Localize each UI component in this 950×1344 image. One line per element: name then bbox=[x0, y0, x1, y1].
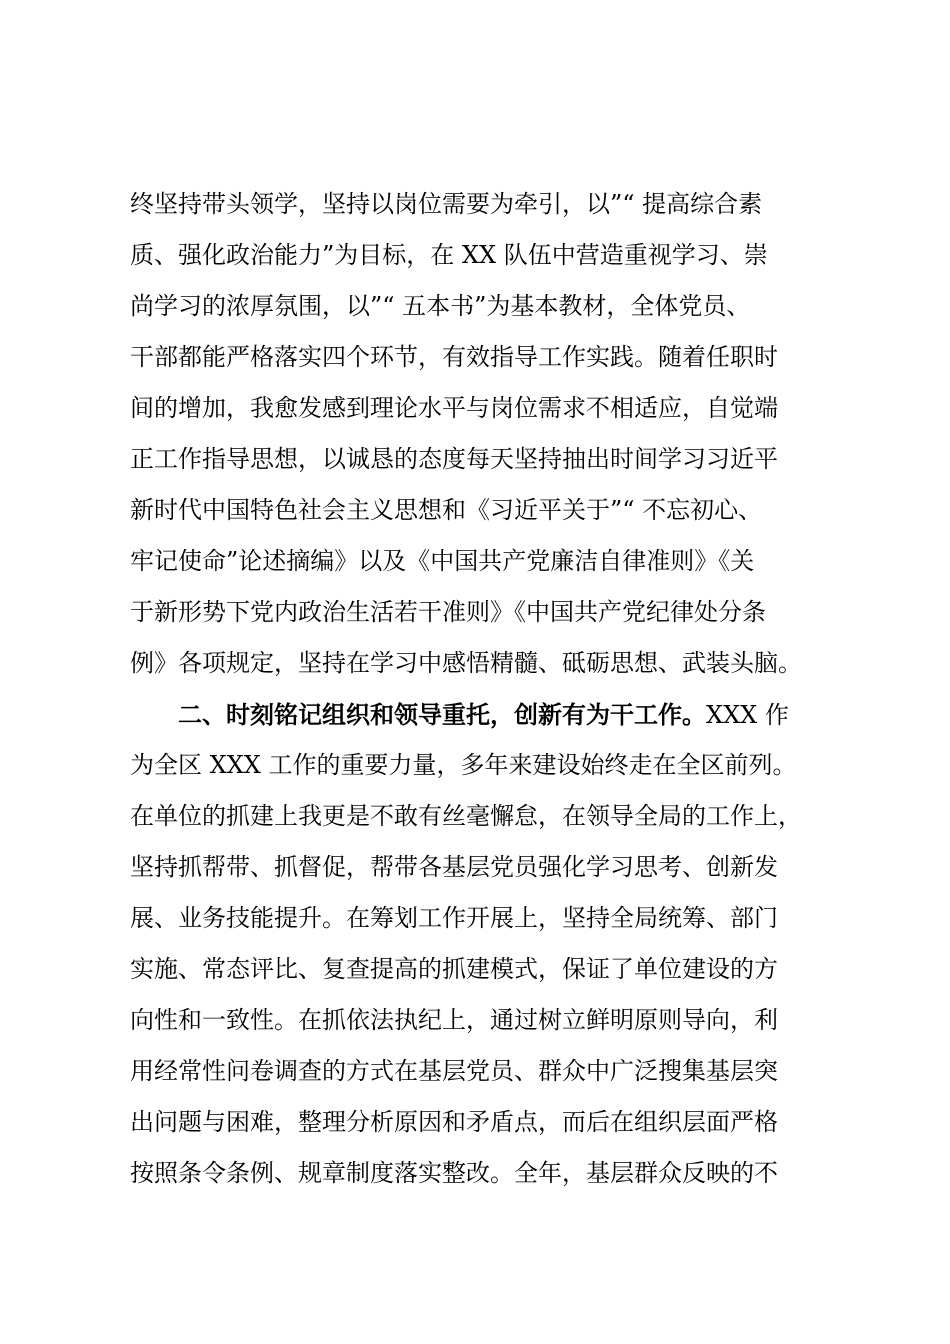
text-line: 出问题与困难，整理分析原因和矛盾点，而后在组织层面严格 bbox=[130, 1108, 778, 1136]
text-line: 质、强化政治能力”为目标，在 XX 队伍中营造重视学习、崇 bbox=[130, 241, 768, 269]
section-heading: 二、时刻铭记组织和领导重托，创新有为干工作。 bbox=[178, 700, 706, 729]
text-line: 干部都能严格落实四个环节，有效指导工作实践。随着任职时 bbox=[130, 343, 778, 371]
text-line: 牢记使命”论述摘编》以及《中国共产党廉洁自律准则》《关 bbox=[130, 547, 755, 575]
section-heading-line bbox=[178, 689, 789, 740]
text-fragment: XXX 作 bbox=[706, 701, 789, 729]
text-line: 于新形势下党内政治生活若干准则》《中国共产党纪律处分条 bbox=[130, 598, 766, 626]
text-line: 用经常性问卷调查的方式在基层党员、群众中广泛搜集基层突 bbox=[130, 1057, 778, 1085]
text-line: 实施、常态评比、复查提高的抓建模式，保证了单位建设的方 bbox=[130, 955, 778, 983]
text-line: 展、业务技能提升。在筹划工作开展上，坚持全局统筹、部门 bbox=[130, 904, 778, 932]
text-line: 坚持抓帮带、抓督促，帮带各基层党员强化学习思考、创新发 bbox=[130, 853, 778, 881]
text-line: 间的增加，我愈发感到理论水平与岗位需求不相适应，自觉端 bbox=[130, 394, 778, 422]
text-line: 按照条令条例、规章制度落实整改。全年，基层群众反映的不 bbox=[130, 1159, 778, 1187]
text-line: 正工作指导思想，以诚恳的态度每天坚持抽出时间学习习近平 bbox=[130, 445, 778, 473]
text-line: 例》各项规定，坚持在学习中感悟精髓、砥砺思想、武装头脑。 bbox=[130, 649, 802, 677]
text-line: 为全区 XXX 工作的重要力量，多年来建设始终走在全区前列。 bbox=[130, 751, 797, 779]
text-line: 尚学习的浓厚氛围，以”“ 五本书”为基本教材，全体党员、 bbox=[130, 292, 751, 320]
text-line: 向性和一致性。在抓依法执纪上，通过树立鲜明原则导向，利 bbox=[130, 1006, 778, 1034]
text-line: 新时代中国特色社会主义思想和《习近平关于”“ 不忘初心、 bbox=[130, 496, 763, 524]
text-line: 终坚持带头领学，坚持以岗位需要为牵引，以”“ 提高综合素 bbox=[130, 190, 763, 218]
text-line: 在单位的抓建上我更是不敢有丝毫懈怠，在领导全局的工作上， bbox=[130, 802, 802, 830]
